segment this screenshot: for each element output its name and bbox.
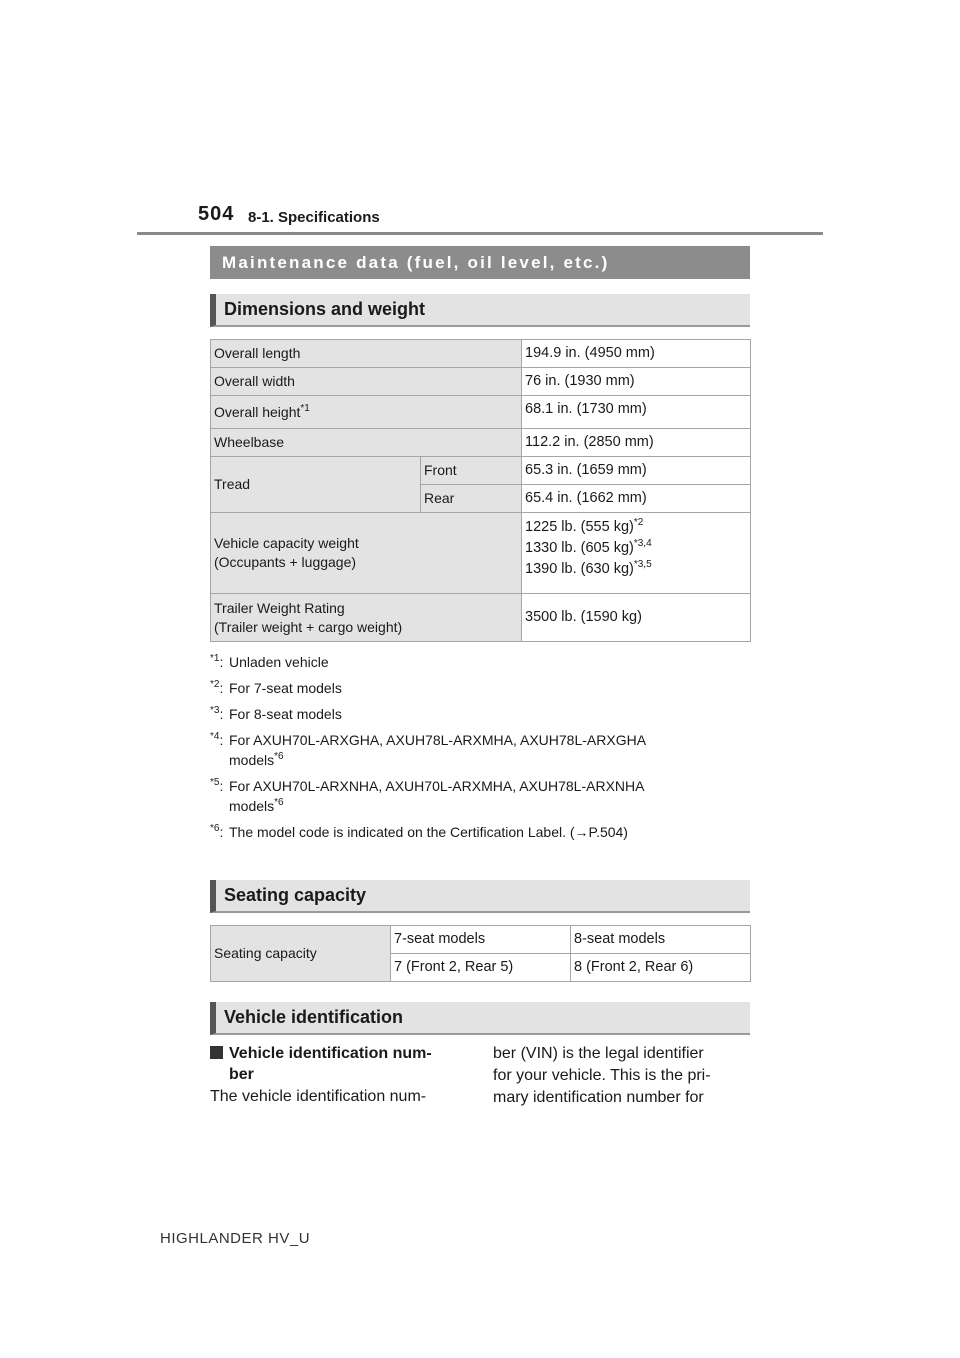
footnote: $^{*2}$: For 7-seat models xyxy=(210,679,342,696)
footer-model: HIGHLANDER HV_U xyxy=(160,1230,311,1247)
seating-heading: Seating capacity xyxy=(210,880,750,913)
table-row xyxy=(211,926,751,954)
overall-length-label: Overall length xyxy=(211,340,522,368)
footnote-ref: *3,5 xyxy=(633,559,652,570)
footnote-mark: *1 xyxy=(210,653,220,664)
trailer-weight-label xyxy=(211,594,522,642)
footnote-text: For AXUH70L-ARXNHA, AXUH70L-ARXMHA, AXUH78L-ARXNHA xyxy=(229,778,645,794)
vin-body-line: for your vehicle. This is the pri- xyxy=(493,1067,711,1084)
capacity-value-1: 1225 lb. (555 kg) xyxy=(525,519,634,535)
seating-col1-value: 7 (Front 2, Rear 5) xyxy=(391,954,571,982)
footnote-ref: *1 xyxy=(300,402,310,414)
footnote-text: Unladen vehicle xyxy=(229,654,329,670)
footnote: $^{*6}$: The model code is indicated on the Certification Label. (→P.504) xyxy=(210,823,628,840)
footnote: $^{*3}$: For 8-seat models xyxy=(210,705,342,722)
table-row xyxy=(211,429,751,457)
table-row xyxy=(211,368,751,396)
footnote-ref: *2 xyxy=(633,517,644,528)
capacity-label-line1: Vehicle capacity weight xyxy=(214,535,359,551)
capacity-value-2: 1330 lb. (605 kg) xyxy=(525,540,634,556)
wheelbase-value: 112.2 in. (2850 mm) xyxy=(522,429,751,457)
seating-label: Seating capacity xyxy=(211,926,391,982)
table-row xyxy=(211,340,751,368)
footnote-ref: *3,4 xyxy=(633,538,652,549)
footnote-ref: *6 xyxy=(274,797,284,808)
vin-body-left: The vehicle identification num- xyxy=(210,1088,427,1105)
vin-heading-line1: Vehicle identification num- xyxy=(229,1045,432,1062)
seating-col1-head: 7-seat models xyxy=(391,926,571,954)
footnote-mark: *5 xyxy=(210,777,220,788)
vehicle-id-heading: Vehicle identification xyxy=(210,1002,750,1035)
footnotes xyxy=(210,652,750,848)
footnote: $^{*1}$: Unladen vehicle xyxy=(210,653,329,670)
capacity-value-3: 1390 lb. (630 kg) xyxy=(525,561,634,577)
trailer-label-line1: Trailer Weight Rating xyxy=(214,599,345,616)
overall-width-label: Overall width xyxy=(211,368,522,396)
dimensions-table xyxy=(210,339,751,642)
footnote: $^{*4}$: For AXUH70L-ARXGHA, AXUH78L-ARXMHA, AXUH78L-ARXGHA models$^{*6}$ xyxy=(210,731,647,768)
square-bullet-icon xyxy=(210,1046,223,1059)
overall-length-value: 194.9 in. (4950 mm) xyxy=(522,340,751,368)
table-row xyxy=(211,513,751,594)
table-row xyxy=(211,457,751,485)
seating-col2-value: 8 (Front 2, Rear 6) xyxy=(571,954,751,982)
tread-front-label: Front xyxy=(421,457,522,485)
seating-col2-head: 8-seat models xyxy=(571,926,751,954)
tread-front-value: 65.3 in. (1659 mm) xyxy=(522,457,751,485)
table-row xyxy=(211,594,751,642)
vin-heading-line2: ber xyxy=(229,1066,254,1083)
overall-height-label xyxy=(211,396,522,429)
footnote-text: For 7-seat models xyxy=(229,680,342,696)
footnote-text: For 8-seat models xyxy=(229,706,342,722)
capacity-label-line2: (Occupants + luggage) xyxy=(214,554,357,570)
capacity-weight-label xyxy=(211,513,522,594)
vin-body-line: mary identification number for xyxy=(493,1089,704,1106)
tread-label: Tread xyxy=(211,457,421,513)
vin-body-right xyxy=(493,1043,751,1109)
table-row xyxy=(211,396,751,429)
footnote-mark: *3 xyxy=(210,705,220,716)
vin-bullet-heading xyxy=(210,1043,460,1085)
header-divider xyxy=(137,232,823,235)
page-number: 504 xyxy=(198,203,235,225)
seating-table xyxy=(210,925,751,982)
footnote-text-cont: models xyxy=(229,798,275,814)
footnote-mark: *4 xyxy=(210,731,220,742)
wheelbase-label: Wheelbase xyxy=(211,429,522,457)
overall-height-text: Overall height xyxy=(214,403,301,420)
tread-rear-label: Rear xyxy=(421,485,522,513)
trailer-weight-value: 3500 lb. (1590 kg) xyxy=(522,594,751,642)
capacity-weight-values xyxy=(522,513,751,594)
footnote-mark: *2 xyxy=(210,679,220,690)
footnote-ref: *6 xyxy=(274,751,284,762)
chapter-banner: Maintenance data (fuel, oil level, etc.) xyxy=(210,246,750,279)
tread-rear-value: 65.4 in. (1662 mm) xyxy=(522,485,751,513)
vin-body-line: ber (VIN) is the legal identifier xyxy=(493,1045,704,1062)
footnote: $^{*5}$: For AXUH70L-ARXNHA, AXUH70L-ARXMHA, AXUH78L-ARXNHA models$^{*6}$ xyxy=(210,777,645,814)
footnote-mark: *6 xyxy=(210,823,220,834)
trailer-label-line2: (Trailer weight + cargo weight) xyxy=(214,618,403,635)
overall-width-value: 76 in. (1930 mm) xyxy=(522,368,751,396)
section-title: 8-1. Specifications xyxy=(248,209,380,226)
footnote-text-cont: models xyxy=(229,752,275,768)
dimensions-heading: Dimensions and weight xyxy=(210,294,750,327)
overall-height-value: 68.1 in. (1730 mm) xyxy=(522,396,751,429)
footnote-text: For AXUH70L-ARXGHA, AXUH78L-ARXMHA, AXUH78L-ARXGHA xyxy=(229,732,647,748)
footnote-text: The model code is indicated on the Certification Label. (→P.504) xyxy=(229,824,628,840)
